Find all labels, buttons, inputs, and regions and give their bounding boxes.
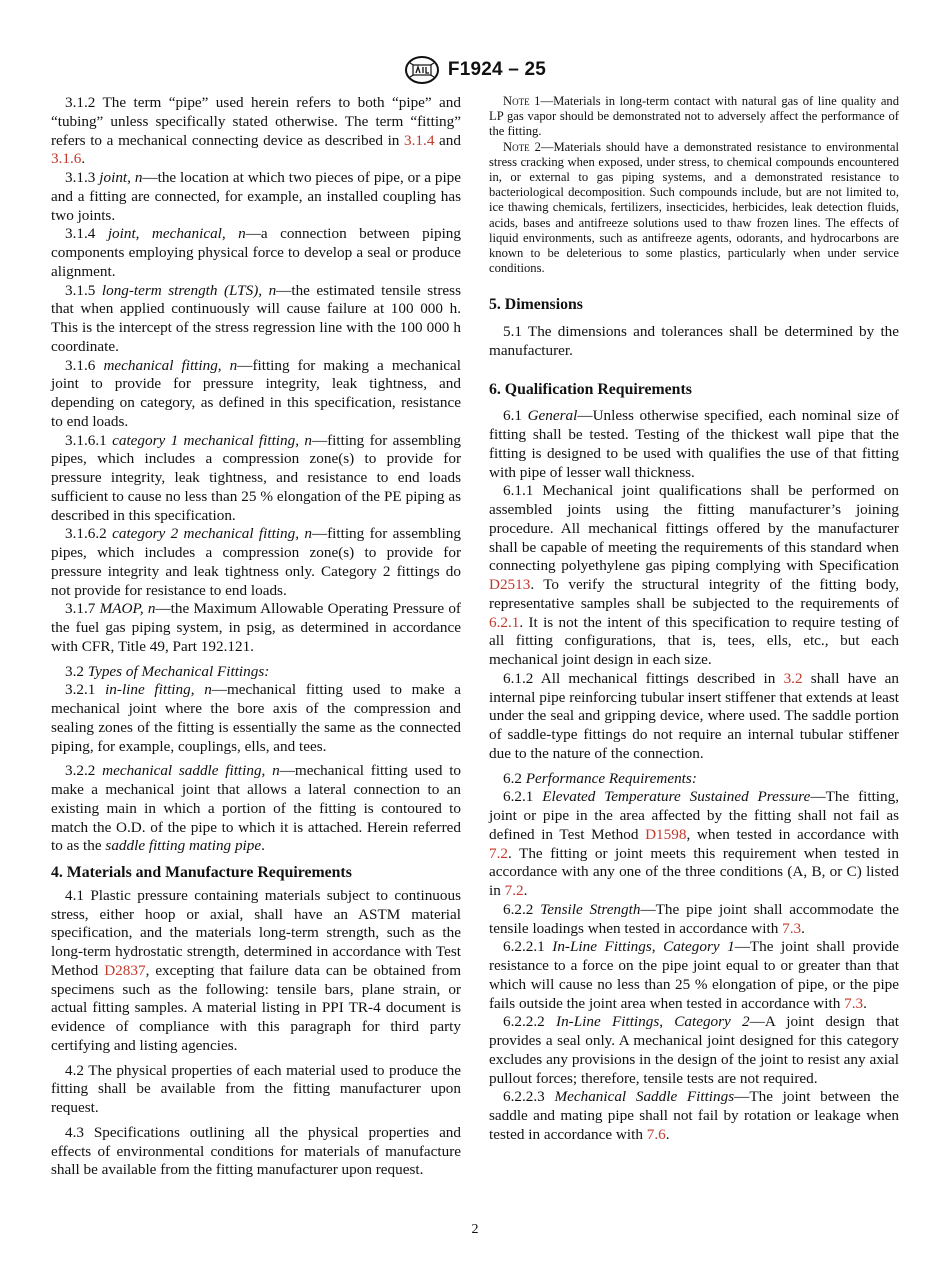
- page-number: 2: [471, 1222, 479, 1237]
- para-3-1-6-1: 3.1.6.1 category 1 mechanical fitting, n—fitting for assembling pipes, which includes a compression zone(s) to provide for pressure integrity, leak tightness, and resistance to end loads sufficient to cause no less than 25 % elongation of the PE piping as described in this specification.: [51, 431, 461, 524]
- section-6-heading: 6. Qualification Requirements: [489, 380, 692, 398]
- link-3-1-6[interactable]: 3.1.6: [51, 150, 82, 168]
- para-3-1-4: 3.1.4 joint, mechanical, n—a connection between piping components employing physical force to develop a seal or produce alignment.: [51, 225, 461, 280]
- link-7-2-a[interactable]: 7.2: [489, 844, 508, 862]
- note-1: Note 1—Materials in long-term contact with natural gas of line quality and LP gas vapor should be demonstrated not to adversely affect the performance of the fitting.: [489, 94, 899, 139]
- note-2: Note 2—Materials should have a demonstrated resistance to environmental stress cracking when exposed, under stress, to chemical compounds encountered in, or external to gas piping systems, and a demonstrated resistance to bacteriological decomposition. Such compounds include, but are not limited to, ice thawing chemicals, fertilizers, insecticides, herbicides, leak detection fluids, acids, bases and antifreeze solutions used to thaw frozen lines. The effects of liquid environments, such as antifreeze agents, odorants, and hydrocarbons are known to be deleterious to some plastics, particularly when under service conditions.: [489, 139, 899, 276]
- para-3-1-3: 3.1.3 joint, n—the location at which two pieces of pipe, or a pipe and a fitting are connected, for example, an installed coupling has two joints.: [51, 169, 461, 224]
- link-6-2-1[interactable]: 6.2.1: [489, 613, 520, 631]
- para-3-1-7: 3.1.7 MAOP, n—the Maximum Allowable Operating Pressure of the fuel gas piping system, in psig, as determined in accordance with CFR, Title 49, Part 192.121.: [51, 600, 461, 655]
- section-5-heading: 5. Dimensions: [489, 296, 583, 314]
- para-4-1: 4.1 Plastic pressure containing materials subject to continuous stress, either hoop or axial, shall have an ASTM material specification, and the materials long-term strength, such as the long-term hydrostatic strength, determined in accordance with Test Method D2837, excepting that failure data can be obtained from specimens such as the following: tensile bars, plane strain, or actual fitting samples. A material listing in PPI TR-4 document is evidence of compliance with this paragraph for third party certifying and listing agencies.: [51, 886, 462, 1054]
- para-6-2-2: 6.2.2 Tensile Strength—The pipe joint shall accommodate the tensile loadings when tested in accordance with 7.3.: [489, 900, 899, 937]
- para-6-1: 6.1 General—Unless otherwise specified, each nominal size of fitting shall be tested. Testing of the thickest wall pipe that the fitting is designed to be used with qualifies the use of that fitting with pipe of lesser wall thickness.: [489, 407, 900, 481]
- para-6-2-2-3: 6.2.2.3 Mechanical Saddle Fittings—The joint between the saddle and mating pipe shall not fail by rotation or leakage when tested in accordance with 7.6.: [489, 1088, 900, 1143]
- para-3-1-2: 3.1.2 The term “pipe” used herein refers to both “pipe” and “tubing” unless specifically stated otherwise. The term “fitting” refers to a mechanical connecting device as described in 3.1.4 and 3.1.6.: [51, 94, 461, 168]
- para-3-2-1: 3.2.1 in-line fitting, n—mechanical fitting used to make a mechanical joint where the bore axis of the compression and sealing zones of the fitting is essentially the same as the connected piping, for example, couplings, ells, and tees.: [51, 681, 462, 755]
- para-3-2-2: 3.2.2 mechanical saddle fitting, n—mechanical fitting used to make a mechanical joint that allows a lateral connection to an existing main in which a portion of the fitting is contoured to match the O.D. of the pipe to which it is attached. Herein referred to as the saddle fitting mating pipe.: [51, 762, 462, 855]
- document-designation: F1924 – 25: [447, 59, 547, 80]
- link-d1598[interactable]: D1598: [645, 825, 687, 843]
- para-4-2: 4.2 The physical properties of each material used to produce the fitting shall be available from the fitting manufacturer upon request.: [51, 1061, 461, 1116]
- link-3-2[interactable]: 3.2: [783, 669, 803, 687]
- para-3-2: 3.2 Types of Mechanical Fittings:: [65, 662, 270, 680]
- link-d2837[interactable]: D2837: [104, 961, 146, 979]
- section-4-heading: 4. Materials and Manufacture Requirements: [51, 864, 352, 881]
- para-3-1-6-2: 3.1.6.2 category 2 mechanical fitting, n—fitting for assembling pipes, which includes a compression zone(s) to provide for pressure integrity and leak tightness only. Category 2 fittings do not provide for resistance to end loads.: [51, 525, 461, 599]
- para-6-2: 6.2 Performance Requirements:: [503, 769, 697, 787]
- left-column: [51, 94, 461, 1180]
- para-6-2-2-1: 6.2.2.1 In-Line Fittings, Category 1—The joint shall provide resistance to a force on the pipe joint equal to or greater than that which will cause no less than 25 % elongation of pipe, or the pipe fails outside the joint area when tested in accordance with 7.3.: [489, 938, 899, 1012]
- link-3-1-4[interactable]: 3.1.4: [404, 131, 435, 149]
- para-6-2-2-2: 6.2.2.2 In-Line Fittings, Category 2—A joint design that provides a seal only. A mechanical joint designed for this category excludes any provisions in the design of the joint to resist any axial pullout forces; therefore, tensile tests are not required.: [489, 1013, 899, 1087]
- para-4-3: 4.3 Specifications outlining all the physical properties and effects of environmental conditions for materials of manufacture shall be available from the fitting manufacturer upon request.: [51, 1123, 461, 1179]
- para-5-1: 5.1 The dimensions and tolerances shall be determined by the manufacturer.: [489, 323, 899, 359]
- para-6-2-1: 6.2.1 Elevated Temperature Sustained Pressure—The fitting, joint or pipe in the area affected by the fitting shall not fail as defined in Test Method D1598, when tested in accordance with 7.2. The fitting or joint meets this requirement when tested in accordance with any one of the three conditions (A, B, or C) listed in 7.2.: [489, 788, 899, 900]
- para-6-1-2: 6.1.2 All mechanical fittings described in 3.2 shall have an internal pipe reinforcing tubular insert stiffener that extends at least under the seal and gripping device, where used. The saddle portion of saddle-type fittings do not require an internal tubular stiffener due to the nature of the connection.: [489, 669, 899, 762]
- link-d2513[interactable]: D2513: [489, 576, 531, 594]
- para-6-1-1: 6.1.1 Mechanical joint qualifications shall be performed on assembled joints using the fitting manufacturer’s joining procedure. All mechanical fittings offered by the manufacturer shall be capable of meeting the requirements of this standard when connecting polyethylene gas piping complying with Specification D2513. To verify the structural integrity of the fitting body, representative samples shall be subjected to the requirements of 6.2.1. It is not the intent of this specification to require testing of all fitting configurations, that is, tees, ells, etc., but each mechanical joint design in each size.: [489, 482, 899, 669]
- para-3-1-6: 3.1.6 mechanical fitting, n—fitting for making a mechanical joint to provide for pressure integrity, leak tightness, and depending on category, as defined in this specification, resistance to end loads.: [51, 356, 462, 430]
- para-3-1-5: 3.1.5 long-term strength (LTS), n—the estimated tensile stress that when applied continuously will cause failure at 100 000 h. This is the intercept of the stress regression line with the 100 000 h coordinate.: [51, 281, 461, 355]
- page-header: [0, 54, 950, 86]
- link-7-2-b[interactable]: 7.2: [504, 882, 524, 900]
- link-7-3-a[interactable]: 7.3: [782, 919, 802, 937]
- astm-logo-icon: [404, 55, 440, 85]
- link-7-6[interactable]: 7.6: [646, 1125, 666, 1143]
- right-column: [489, 94, 899, 1145]
- link-7-3-b[interactable]: 7.3: [844, 994, 864, 1012]
